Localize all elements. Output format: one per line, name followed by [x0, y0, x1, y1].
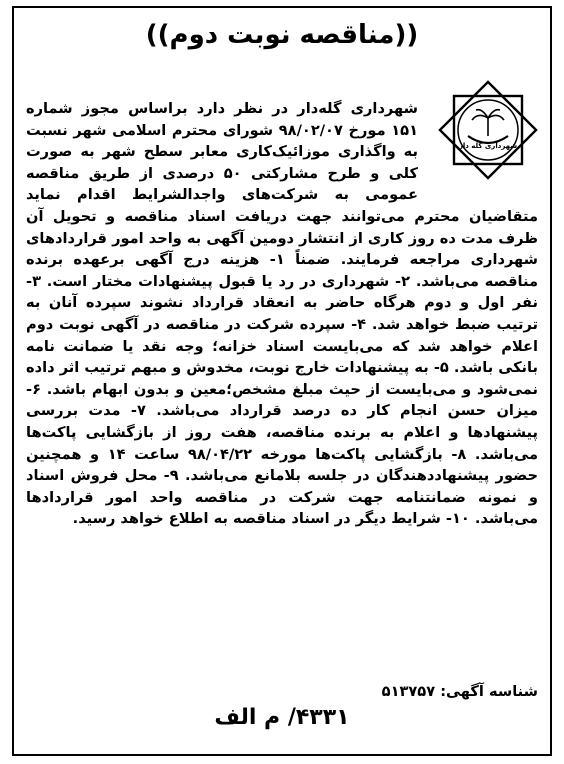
- svg-text:شهرداری گله دار: شهرداری گله دار: [458, 142, 518, 150]
- logo-spacer: [418, 98, 538, 202]
- notice-title: ((مناقصه نوبت دوم)): [145, 20, 419, 50]
- ad-id: شناسه آگهی: ۵۱۳۷۵۷: [381, 683, 538, 700]
- notice-body: [26, 98, 538, 530]
- notice-body-text: شهرداری گله‌دار در نظر دارد براساس مجوز شماره ۱۵۱ مورخ ۹۸/۰۲/۰۷ شورای محترم اسلامی شهر نسبت به واگذاری موزائیک‌کاری معابر سطح شهر به صورت کلی و طرح مشارکتی ۵۰ درصدی از طریق مناقصه عمومی به شرکت‌های واجدالشرایط اقدام نماید متقاضیان محترم می‌توانند جهت دریافت اسناد مناقصه و تحویل آن ظرف مدت ده روز کاری از انتشار دومین آگهی به واحد امور قراردادهای شهرداری مراجعه فرمایند. ضمناً ۱- هزینه درج آگهی برعهده برنده مناقصه می‌باشد. ۲- شهرداری در رد یا قبول پیشنهادات مختار است. ۳- نفر اول و دوم هرگاه حاضر به انعقاد قرارداد نشوند سپرده آنان به ترتیب ضبط خواهد شد. ۴- سپرده شرکت در مناقصه در آگهی نوبت دوم اعلام خواهد شد که می‌بایست اسناد خزانه؛ وجه نقد یا ضمانت نامه بانکی باشد. ۵- به پیشنهادات خارج نوبت، مخدوش و مبهم ترتیب اثر داده نمی‌شود و می‌بایست از حیث مبلغ مشخص؛معین و بدون ابهام باشد. ۶- میزان حسن انجام کار ده درصد قرارداد می‌باشد. ۷- مدت بررسی پیشنهادها و اعلام به برنده مناقصه، هفت روز از بازگشایی پاکت‌ها می‌باشد. ۸- بازگشایی پاکت‌ها مورخه ۹۸/۰۴/۲۲ ساعت ۱۴ و همچنین حضور پیشنهاددهندگان در جلسه بلامانع می‌باشد. ۹- محل فروش اسناد و نمونه ضمانتنامه جهت شرکت در مناقصه واحد امور قراردادها می‌باشد. ۱۰- شرایط دیگر در اسناد مناقصه به اطلاع خواهد رسید.: [26, 100, 539, 528]
- publication-code: ۴۳۳۱/ م الف: [214, 705, 350, 730]
